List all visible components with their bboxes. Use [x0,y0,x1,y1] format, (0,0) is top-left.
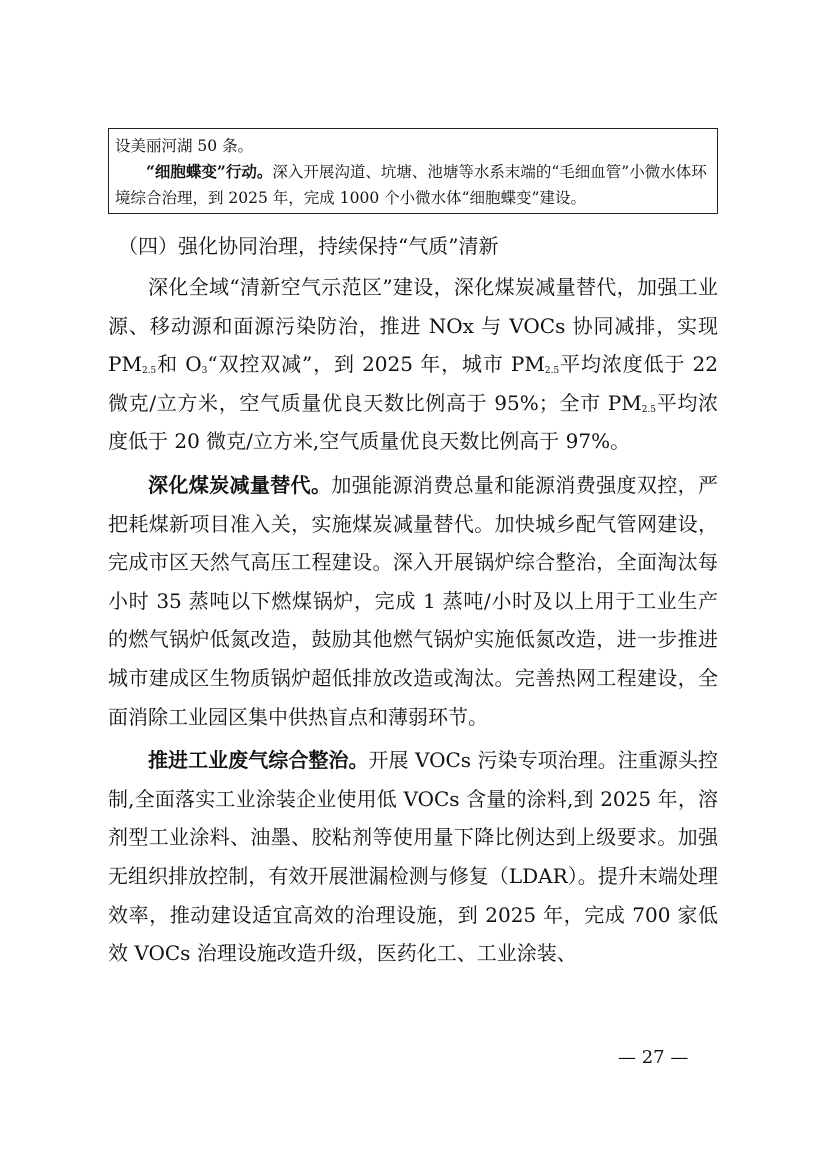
para1-text-1: 深化全域“清新空气示范区”建设，深化煤炭减量替代，加强工业源、移动源和面源污染防治，推进 NOx 与 VOCs 协同减排，实现 PM [108,275,718,377]
o3-subscript: 3 [201,366,208,377]
para3-text: 开展 VOCs 污染专项治理。注重源头控制,全面落实工业涂装企业使用低 VOCs 含量的涂料,到 2025 年，溶剂型工业涂料、油墨、胶粘剂等使用量下降比例达到上级要求。加强无组织排放控制，有效开展泄漏检测与修复（LDAR）。提升末端处理效率，推动建设适宜高效的治理设施，到 2025 年，完成 700 家低效 VOCs 治理设施改造升级，医药化工、工业涂装、 [108,748,718,966]
section-heading: （四）强化协同治理，持续保持“气质”清新 [118,234,499,258]
para2-title: 深化煤炭减量替代。 [148,472,332,497]
pm25-subscript: 2.5 [544,366,560,377]
pm25-subscript: 2.5 [141,366,157,377]
para1-text-5: 平均浓度低于 20 微克/立方米,空气质量优良天数比例高于 97%。 [108,390,719,454]
box-action-paragraph [115,159,711,211]
body-text [108,268,718,973]
paragraph-air-quality [108,268,718,461]
page-number: — 27 — [618,1047,689,1068]
paragraph-coal-reduction [108,466,718,736]
para1-text-2: 和 O [156,352,202,377]
paragraph-industrial-exhaust [108,741,718,973]
para1-text-3: “双控双减”，到 2025 年，城市 PM [207,352,545,377]
box-line-1: 设美丽河湖 50 条。 [115,137,254,155]
para2-text: 加强能源消费总量和能源消费强度双控，严把耗煤新项目准入关，实施煤炭减量替代。加快城乡配气管网建设，完成市区天然气高压工程建设。深入开展锅炉综合整治，全面淘汰每小时 35 蒸吨以下燃煤锅炉，完成 1 蒸吨/小时及以上用于工业生产的燃气锅炉低氮改造，鼓励其他燃气锅炉实施低氮改造，进一步推进城市建成区生物质锅炉超低排放改造或淘汰。完善热网工程建设，全面消除工业园区集中供热盲点和薄弱环节。 [108,472,719,729]
box-action-text: 深入开展沟道、坑塘、池塘等水系末端的“毛细血管”小微水体环境综合治理，到 2025 年，完成 1000 个小微水体“细胞蝶变”建设。 [115,163,707,207]
para3-title: 推进工业废气综合整治。 [148,748,369,773]
box-action-title: “细胞蝶变”行动。 [146,162,273,181]
boxed-note [108,128,718,214]
pm25-subscript: 2.5 [641,404,657,415]
para1-text-4: 平均浓度低于 22 微克/立方米，空气质量优良天数比例高于 95%；全市 PM [108,352,719,415]
